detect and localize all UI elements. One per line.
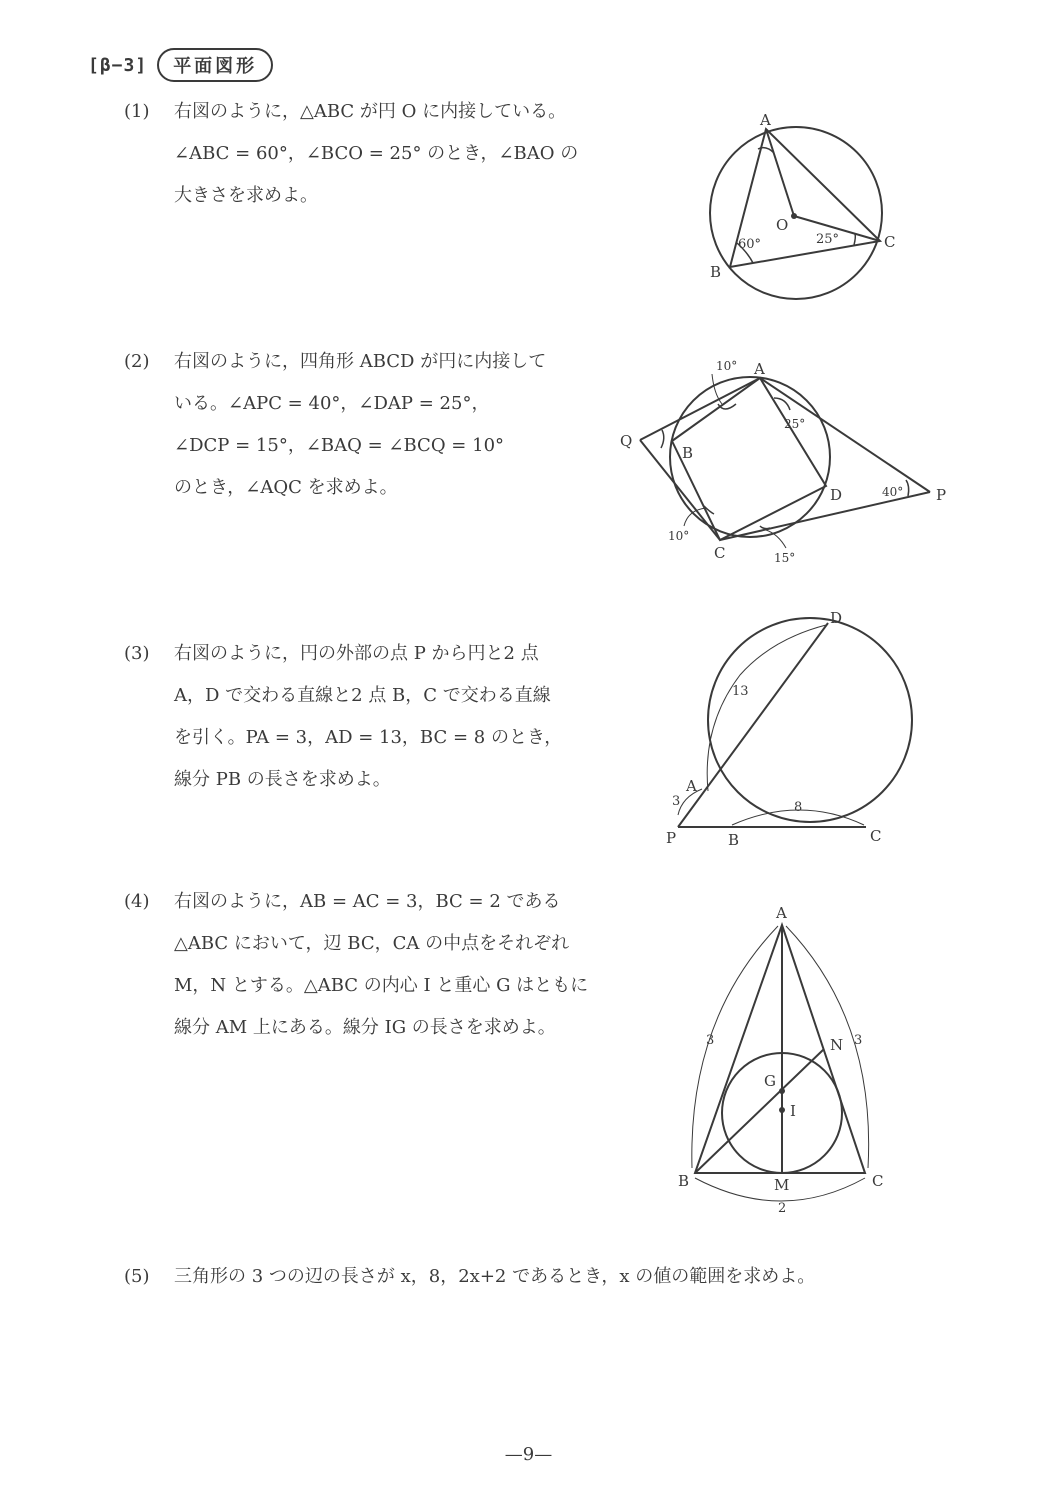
fig1-label-a: A: [760, 111, 771, 129]
fig4-label-n: N: [830, 1036, 844, 1054]
fig1-label-b: B: [710, 263, 722, 281]
section-header: [88, 48, 273, 82]
problem-text-line: いる。∠APC = 40°，∠DAP = 25°，: [174, 393, 490, 414]
fig1-center-dot: [791, 213, 797, 219]
fig2-label-b: B: [682, 444, 694, 462]
fig3-label-d: D: [830, 609, 843, 627]
page-number: —9—: [504, 1444, 553, 1465]
fig3-label-b: B: [728, 831, 740, 849]
problem-text-line: ∠ABC = 60°，∠BCO = 25° のとき，∠BAO の: [174, 143, 579, 164]
figure-4: [670, 898, 900, 1218]
problem-number: (3): [124, 643, 150, 664]
fig1-label-o: O: [776, 216, 789, 234]
fig2-line-cp: [720, 492, 930, 540]
fig4-length-ab: 3: [706, 1033, 715, 1048]
problem-text-line: 三角形の 3 つの辺の長さが x，8，2x+2 であるとき，x の値の範囲を求めよ。: [174, 1266, 816, 1287]
fig2-label-p: P: [936, 486, 947, 504]
problem-text-line: 右図のように，円の外部の点 P から円と2 点: [174, 643, 539, 664]
problem-text-line: M，N とする。△ABC の内心 I と重心 G はともに: [174, 975, 589, 996]
figure-1: [690, 105, 910, 320]
fig2-angle-label-25: 25°: [784, 417, 806, 431]
fig2-angle-q: [661, 430, 664, 448]
problem-text-line: A，D で交わる直線と2 点 B，C で交わる直線: [174, 685, 551, 706]
fig3-length-8: 8: [794, 800, 803, 815]
fig2-circle: [670, 377, 830, 537]
problem-text-line: 右図のように，△ABC が円 O に内接している。: [174, 101, 567, 122]
problem-text-line: △ABC において，辺 BC，CA の中点をそれぞれ: [174, 933, 570, 954]
fig2-angle-label-40: 40°: [882, 485, 904, 499]
section-title: 平面図形: [157, 48, 273, 82]
section-code: [β−3]: [88, 54, 148, 76]
fig4-label-a: A: [776, 904, 787, 922]
fig4-label-i: I: [790, 1102, 796, 1120]
fig4-label-m: M: [774, 1176, 790, 1194]
fig4-label-c: C: [872, 1172, 884, 1190]
fig2-label-q: Q: [620, 432, 633, 450]
problem-text-line: ∠DCP = 15°，∠BAQ = ∠BCQ = 10°: [174, 435, 505, 456]
problem-text-line: 線分 AM 上にある。線分 IG の長さを求めよ。: [174, 1017, 556, 1038]
fig2-angle-label-15: 15°: [774, 551, 796, 565]
fig2-label-c: C: [714, 544, 726, 562]
fig4-centroid-dot: [779, 1088, 785, 1094]
fig2-angle-c-right: [760, 526, 770, 529]
problem-number: (4): [124, 891, 150, 912]
fig4-label-g: G: [764, 1072, 776, 1090]
fig4-length-ac: 3: [854, 1033, 863, 1048]
problem-number: (1): [124, 101, 150, 122]
fig1-circle: [710, 127, 882, 299]
problem-text-line: 右図のように，四角形 ABCD が円に内接して: [174, 351, 547, 372]
problem-text-line: 大きさを求めよ。: [174, 185, 318, 206]
problem-text-line: 線分 PB の長さを求めよ。: [174, 769, 391, 790]
fig1-angle-b-label: 60°: [738, 237, 762, 252]
fig2-angle-label-10-top: 10°: [716, 359, 738, 373]
figure-2: [610, 350, 955, 570]
fig3-label-c: C: [870, 827, 882, 845]
fig3-label-p: P: [666, 829, 677, 847]
fig2-angle-a-left: [718, 404, 736, 409]
fig4-incenter-dot: [779, 1107, 785, 1113]
problem-number: (2): [124, 351, 150, 372]
problem-text-line: を引く。PA = 3，AD = 13，BC = 8 のとき，: [174, 727, 563, 748]
problem-text-line: のとき，∠AQC を求めよ。: [174, 477, 398, 498]
fig2-line-ap: [760, 378, 930, 492]
fig3-line-pd: [678, 623, 828, 827]
fig4-length-bc: 2: [778, 1201, 787, 1216]
fig2-line-cq: [640, 440, 720, 540]
figure-3: [660, 605, 920, 850]
problem-text-line: 右図のように，AB = AC = 3，BC = 2 である: [174, 891, 561, 912]
fig1-angle-c-label: 25°: [816, 232, 840, 247]
fig3-length-3: 3: [672, 794, 681, 809]
fig3-length-13: 13: [732, 684, 749, 699]
fig2-angle-label-10-bottom: 10°: [668, 529, 690, 543]
fig2-line-aq: [640, 378, 760, 440]
fig2-label-d: D: [830, 486, 843, 504]
fig2-label-a: A: [754, 360, 765, 378]
fig3-label-a: A: [686, 777, 697, 795]
fig4-arc-ab: [692, 926, 778, 1168]
fig1-label-c: C: [884, 233, 896, 251]
fig4-label-b: B: [678, 1172, 690, 1190]
fig1-angle-c: [854, 234, 855, 245]
fig2-angle-p: [906, 480, 909, 496]
fig4-median-bn: [695, 1049, 824, 1173]
problem-number: (5): [124, 1266, 150, 1287]
